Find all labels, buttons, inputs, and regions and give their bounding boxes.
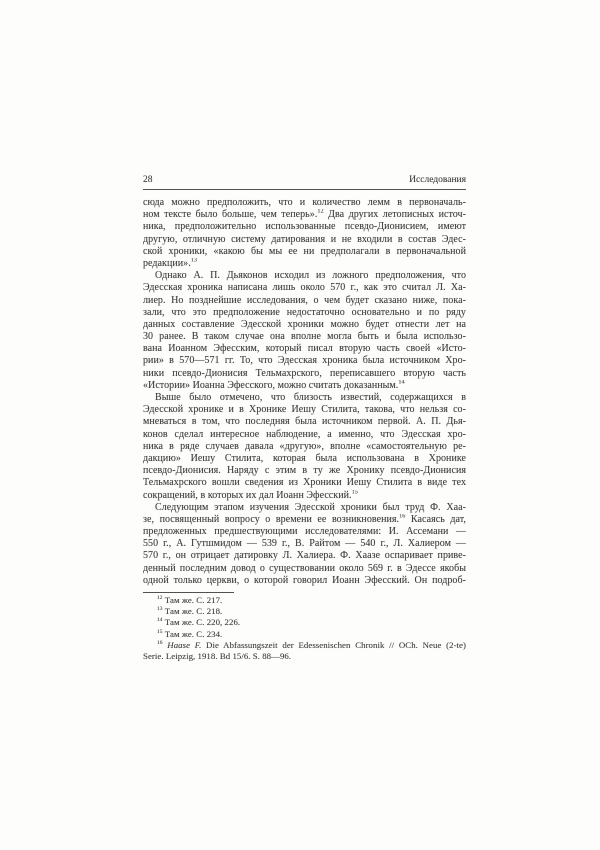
text-line-p2: лиер. Но позднейшие исследования, о чем будет сказано ниже, пока- bbox=[143, 294, 466, 306]
text-line-p3: конов сделал интересное наблюдение, а именно, что Эдесская хро- bbox=[143, 428, 466, 440]
text-line-p3: ника в ряде случаев давала «другую», вполне «самостоятельную ре- bbox=[143, 440, 466, 452]
text-line-p1: ской хроники, «какою бы мы ее ни предполагали в первоначальной bbox=[143, 245, 466, 257]
text-line-p2: 30 ранее. В таком случае она вполне могла быть и была использо- bbox=[143, 331, 466, 343]
footnotes bbox=[143, 595, 466, 662]
footnote-16-line: Serie. Leipzig, 1918. Bd 15/6. S. 88—96. bbox=[143, 650, 292, 661]
text-line-p2: Эдесская хроника написана лишь около 570 г., как это считал Л. Ха- bbox=[143, 282, 466, 294]
header-rule bbox=[143, 189, 466, 190]
text-line-p1: другую, отличную систему датирования и не входили в состав Эдес- bbox=[143, 233, 466, 245]
page-number: 28 bbox=[143, 175, 153, 185]
text-line-p4: 570 г., он отрицает датировку Л. Халиера. Ф. Хаазе оспаривает приве- bbox=[143, 550, 466, 562]
text-line-p2: данных составление Эдесской хроники можно будет отнести лет на bbox=[143, 318, 466, 330]
text-line-p2: «Истории» Иоанна Эфесского, можно считать доказанным.$^{14}$ bbox=[143, 379, 405, 391]
footnote-marker: 12 bbox=[157, 595, 163, 602]
text-line-p4: 550 г., А. Гутшмидом — 539 г., В. Райтом — 540 г., Л. Халиером — bbox=[143, 538, 466, 550]
footnote-marker: 14 bbox=[157, 617, 163, 624]
text-line-p3: Выше было отмечено, что близость известий, содержащихся в bbox=[155, 392, 466, 403]
text-line-p3: Эдесской хронике и в Хронике Иешу Стилита, такова, что нельзя со- bbox=[143, 404, 466, 416]
text-line-p1: ном тексте было больше, чем теперь».$^{12}$ Два других летописных источ- bbox=[143, 209, 466, 221]
text-line-p1: сюда можно предположить, что и количество лемм в первоначаль- bbox=[143, 197, 466, 208]
text-line-p2: ники псевдо-Дионисия Тельмахрского, переписавшего вторую часть bbox=[143, 367, 466, 379]
text-line-p1: ника, предположительно использованные псевдо-Дионисием, имеют bbox=[143, 221, 466, 233]
footnote-separator bbox=[143, 592, 234, 593]
text-line-p3: Тельмахрского вошли сведения из Хроники Иешу Стилита в виде тех bbox=[143, 477, 466, 489]
text-line-p2: Однако А. П. Дьяконов исходил из ложного предположения, что bbox=[155, 270, 466, 282]
footnote-15-line: $^{15}$ Там же. С. 234. bbox=[157, 628, 223, 639]
text-line-p3: сокращений, в которых их дал Иоанн Эфесский.$^{15}$ bbox=[143, 489, 358, 501]
text-line-p4: Следующим этапом изучения Эдесской хроники был труд Ф. Хаа- bbox=[155, 501, 466, 513]
footnote-12-line: $^{12}$ Там же. С. 217. bbox=[157, 595, 223, 605]
running-head: Исследования bbox=[409, 175, 466, 185]
text-line-p2: вана Иоанном Эфесским, который писал вторую часть своей «Исто- bbox=[143, 343, 466, 355]
footnote-author: Haase F. bbox=[167, 639, 202, 650]
text-line-p4: денный последним довод о существовании около 569 г. в Эдессе якобы bbox=[143, 562, 466, 574]
text-line-p4: зе, посвященный вопросу о времени ее возникновения.$^{16}$ Касаясь дат, bbox=[143, 513, 466, 525]
text-line-p2: зали, что это предположение недостаточно основательно и по ряду bbox=[143, 306, 466, 318]
text-line-p3: дакцию» Иешу Стилита, которая была использована в Хронике bbox=[143, 452, 466, 464]
page-header bbox=[143, 175, 466, 186]
text-line-p4: предложенных предшествующими исследователями: И. Ассемани — bbox=[143, 526, 466, 538]
footnote-marker: 16 bbox=[157, 639, 163, 646]
footnote-14-line: $^{14}$ Там же. С. 220, 226. bbox=[157, 617, 241, 628]
footnote-16-line: $^{16}$ Haase F. Die Abfassungszeit der Edessenischen Chronik // OCh. Neue (2-te) bbox=[157, 639, 466, 650]
text-line-p2: рии» в 570—571 гг. То, что Эдесская хроника была источником Хро- bbox=[143, 355, 466, 367]
body-text bbox=[143, 197, 466, 587]
footnote-marker: 15 bbox=[157, 628, 163, 635]
text-line-p3: псевдо-Дионисия. Наряду с этим в ту же Хронику псевдо-Дионисия bbox=[143, 465, 466, 477]
footnote-marker: 13 bbox=[157, 606, 163, 613]
footnote-13-line: $^{13}$ Там же. С. 218. bbox=[157, 606, 223, 617]
text-line-p1: редакции».$^{13}$ bbox=[143, 257, 198, 269]
text-line-p3: мневаться в том, что последняя была источником первой. А. П. Дья- bbox=[143, 416, 466, 428]
text-line-p4: одной только церкви, о которой говорил Иоанн Эфесский. Он подроб- bbox=[143, 574, 466, 586]
